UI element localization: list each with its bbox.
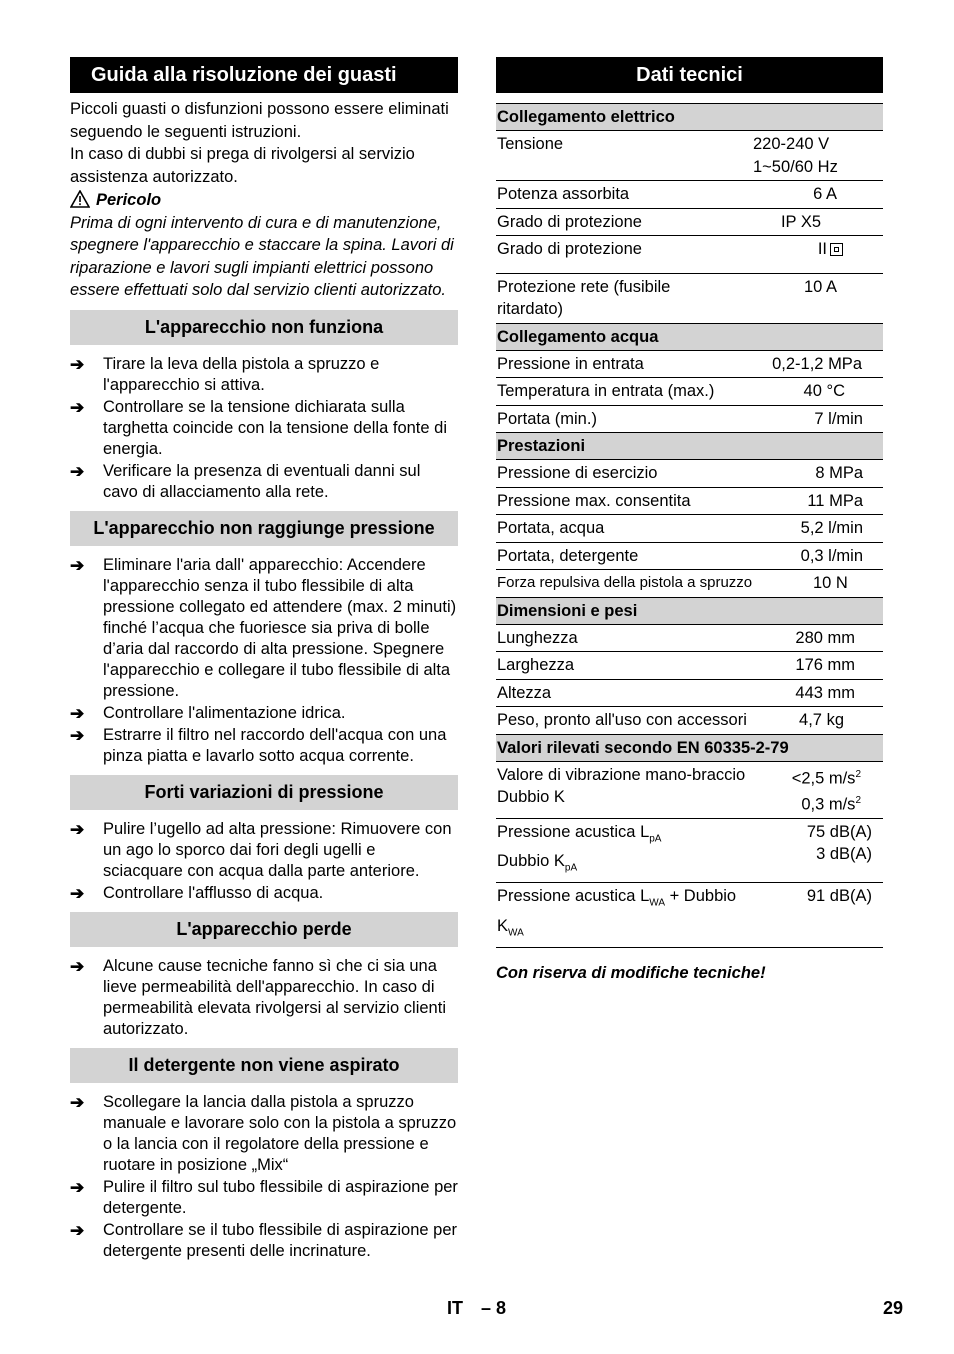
subscript: WA (649, 897, 665, 909)
voltage-value: 220-240 V (753, 135, 830, 153)
group-heading: Dimensioni e pesi (496, 598, 883, 625)
arrow-right-icon: ➔ (70, 555, 85, 575)
sound-power-label-3: K (497, 916, 509, 935)
row-label: Forza repulsiva della pistola a spruzzo (497, 574, 753, 591)
item-text: Tirare la leva della pistola a spruzzo e l'apparecchio si attiva. (103, 354, 380, 394)
instruction-list (70, 555, 458, 767)
frequency-value: 1~50/60 Hz (753, 157, 838, 176)
technical-data-column (496, 57, 883, 983)
row-value: 176 mm (795, 656, 855, 674)
table-row (496, 883, 883, 948)
item-text: Controllare l'afflusso di acqua. (103, 883, 324, 902)
instruction-list (70, 354, 458, 503)
protection-class: II (817, 240, 827, 258)
arrow-right-icon: ➔ (70, 883, 85, 903)
table-row (496, 209, 883, 237)
list-item (70, 1177, 458, 1219)
row-label: Portata, detergente (497, 546, 639, 565)
table-row (496, 181, 883, 209)
list-item (70, 819, 458, 882)
danger-label: Pericolo (96, 191, 162, 209)
row-label: Tensione (497, 135, 564, 153)
danger-heading (70, 189, 458, 212)
uncertainty-label: Dubbio K (497, 852, 565, 871)
row-value: 40 °C (803, 382, 845, 400)
row-value: 0,3 l/min (800, 546, 863, 565)
table-row (496, 351, 883, 379)
section-heading: L'apparecchio perde (70, 912, 458, 947)
group-heading: Collegamento elettrico (496, 104, 883, 131)
uncertainty-value: 3 dB(A) (816, 845, 872, 863)
row-value (761, 764, 883, 816)
exponent: 2 (855, 794, 861, 806)
list-item (70, 883, 458, 904)
table-row (496, 570, 883, 598)
table-row (496, 460, 883, 488)
item-text: Eliminare l'aria dall' apparecchio: Accendere l'apparecchio senza il tubo flessibile di alta pressione collegato ed attendere (max. 2 minuti) finché l’acqua che fuoriesce sia priva di bolle d’aria dal raccordo di alta pressione. Spegnere l'apparecchio e collegare il tubo flessibile di alta pressione. (103, 555, 457, 700)
row-label: Lunghezza (497, 628, 578, 647)
row-value: 5,2 l/min (800, 519, 863, 537)
table-row (496, 488, 883, 516)
row-label (497, 764, 761, 816)
list-item (70, 956, 458, 1040)
table-row (496, 625, 883, 653)
row-label: Grado di protezione (497, 212, 642, 231)
instruction-list (70, 819, 458, 904)
row-value: 8 MPa (815, 464, 863, 482)
list-item (70, 354, 458, 396)
double-insulation-icon (830, 243, 843, 256)
row-label: Altezza (497, 683, 552, 702)
sound-power-label-2: + Dubbio (665, 887, 737, 906)
group-heading: Collegamento acqua (496, 324, 883, 351)
row-value: IP X5 (780, 212, 821, 231)
group-heading: Prestazioni (496, 433, 883, 460)
vibration-value: <2,5 m/s (791, 769, 856, 787)
row-label: Potenza assorbita (497, 185, 630, 203)
table-row (496, 378, 883, 406)
list-item (70, 703, 458, 724)
sound-power-label: Pressione acustica L (497, 887, 650, 906)
table-row (496, 236, 883, 274)
list-item (70, 725, 458, 767)
table-row (496, 131, 883, 181)
list-item (70, 1220, 458, 1262)
section-heading: Il detergente non viene aspirato (70, 1048, 458, 1083)
page-number: 29 (883, 1298, 904, 1318)
section-heading: Forti variazioni di pressione (70, 775, 458, 810)
arrow-right-icon: ➔ (70, 1177, 85, 1197)
row-value (742, 821, 883, 881)
table-row (496, 274, 883, 324)
item-text: Estrarre il filtro nel raccordo dell'acqua con una pinza piatta e lavarlo sotto acqua corrente. (103, 725, 447, 765)
subscript: pA (649, 832, 662, 844)
group-heading: Valori rilevati secondo EN 60335-2-79 (496, 735, 883, 762)
troubleshooting-column (70, 57, 458, 1263)
vibration-label: Valore di vibrazione mano-braccio (497, 765, 746, 784)
row-value: 11 MPa (807, 491, 863, 510)
exponent: 2 (855, 768, 861, 780)
row-value: 280 mm (795, 628, 855, 647)
row-label: Larghezza (497, 656, 575, 674)
footer-section-page: – 8 (481, 1298, 507, 1318)
intro-text-2: In caso di dubbi si prega di rivolgersi al servizio assistenza autorizzato. (70, 145, 415, 186)
row-value: 0,2-1,2 MPa (772, 354, 862, 373)
table-row (496, 543, 883, 571)
footer-language: IT (447, 1298, 463, 1318)
item-text: Pulire l’ugello ad alta pressione: Rimuovere con un ago lo sporco dai fori degli ugelli e sciacquare con acqua dalla parte anteriore. (103, 819, 452, 880)
arrow-right-icon: ➔ (70, 1220, 85, 1240)
row-label: Grado di protezione (497, 240, 642, 258)
row-label: Portata (min.) (497, 409, 597, 428)
item-text: Alcune cause tecniche fanno sì che ci sia una lieve permeabilità dell'apparecchio. In caso di permeabilità elevata rivolgersi al servizio clienti autorizzato. (103, 956, 446, 1038)
item-text: Pulire il filtro sul tubo flessibile di aspirazione per detergente. (103, 1177, 458, 1217)
row-label: Pressione in entrata (497, 354, 644, 373)
subscript: WA (508, 927, 524, 939)
arrow-right-icon: ➔ (70, 703, 85, 723)
uncertainty-value: 0,3 m/s (801, 795, 856, 813)
row-label (497, 885, 742, 945)
arrow-right-icon: ➔ (70, 1092, 85, 1112)
arrow-right-icon: ➔ (70, 461, 85, 481)
row-value: 6 A (813, 185, 837, 203)
row-label: Peso, pronto all'uso con accessori (497, 711, 747, 729)
table-row (496, 707, 883, 735)
uncertainty-label: Dubbio K (497, 788, 565, 806)
row-value (713, 238, 883, 261)
list-item (70, 555, 458, 702)
table-row (496, 762, 883, 819)
table-row (496, 406, 883, 434)
warning-triangle-icon (70, 190, 90, 208)
arrow-right-icon: ➔ (70, 354, 85, 374)
section-heading: L'apparecchio non raggiunge pressione (70, 511, 458, 546)
sound-pressure-value: 75 dB(A) (806, 822, 872, 841)
section-heading: L'apparecchio non funziona (70, 310, 458, 345)
row-label: Protezione rete (fusibile ritardato) (497, 277, 671, 318)
sound-pressure-label: Pressione acustica L (497, 822, 650, 841)
row-label: Portata, acqua (497, 519, 605, 537)
item-text: Controllare se la tensione dichiarata sulla targhetta coincide con la tensione della fonte di energia. (103, 397, 447, 458)
row-value: 91 dB(A) (806, 887, 872, 906)
table-row (496, 515, 883, 543)
row-label: Pressione di esercizio (497, 464, 658, 482)
list-item (70, 397, 458, 460)
instruction-list (70, 1092, 458, 1262)
table-row (496, 819, 883, 884)
item-text: Controllare l'alimentazione idrica. (103, 703, 346, 722)
technical-data-table (496, 103, 883, 948)
technical-data-title: Dati tecnici (496, 57, 883, 93)
row-value: 10 A (803, 277, 837, 296)
row-label (497, 821, 742, 881)
arrow-right-icon: ➔ (70, 956, 85, 976)
arrow-right-icon: ➔ (70, 819, 85, 839)
row-label: Pressione max. consentita (497, 491, 691, 510)
row-value: 10 N (813, 574, 848, 592)
instruction-list (70, 956, 458, 1040)
arrow-right-icon: ➔ (70, 725, 85, 745)
row-value (753, 133, 883, 178)
item-text: Controllare se il tubo flessibile di aspirazione per detergente presenti delle incrinature. (103, 1220, 458, 1260)
table-row (496, 652, 883, 680)
row-value: 443 mm (795, 683, 855, 702)
intro-text-1: Piccoli guasti o disfunzioni possono essere eliminati seguendo le seguenti istruzioni. (70, 100, 449, 141)
item-text: Scollegare la lancia dalla pistola a spruzzo manuale e lavorare solo con la pistola a spruzzo o la lancia con il regolatore della pressione e ruotare in posizione „Mix“ (103, 1092, 457, 1174)
row-label: Temperatura in entrata (max.) (497, 382, 715, 400)
row-value: 4,7 kg (799, 711, 844, 729)
list-item (70, 1092, 458, 1176)
technical-changes-note: Con riserva di modifiche tecniche! (496, 963, 766, 982)
item-text: Verificare la presenza di eventuali danni sul cavo di allacciamento alla rete. (103, 461, 421, 501)
danger-text: Prima di ogni intervento di cura e di manutenzione, spegnere l'apparecchio e staccare la spina. Lavori di riparazione e lavori sugli impianti elettrici possono essere effettuati solo dal servizio clienti autorizzato. (70, 213, 454, 299)
subscript: pA (564, 862, 578, 874)
troubleshooting-title: Guida alla risoluzione dei guasti (70, 57, 458, 93)
row-value: 7 l/min (814, 409, 863, 428)
table-row (496, 680, 883, 708)
list-item (70, 461, 458, 503)
arrow-right-icon: ➔ (70, 397, 85, 417)
